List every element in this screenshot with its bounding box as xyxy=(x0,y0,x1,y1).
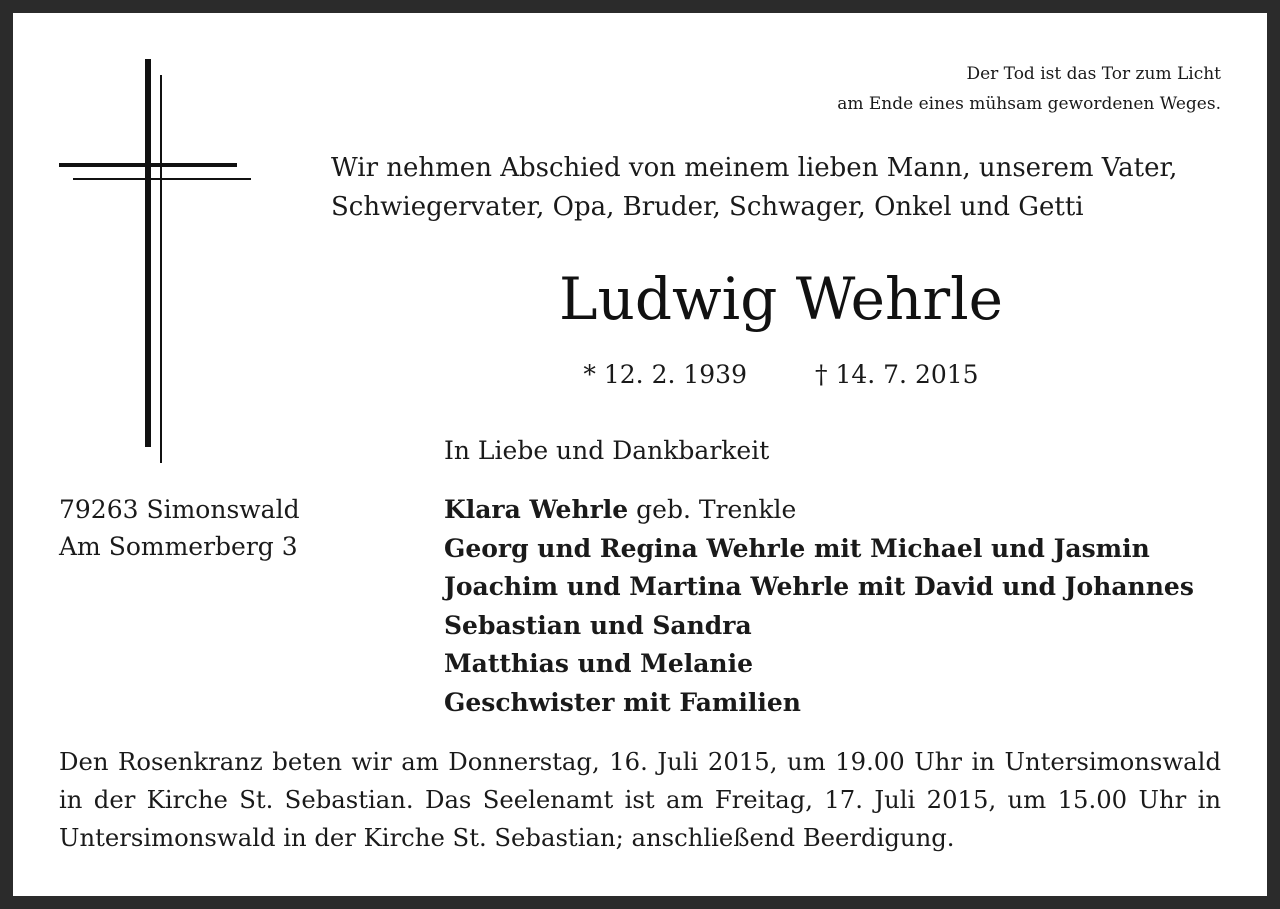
mourner-line: Joachim und Martina Wehrle mit David und Johannes xyxy=(444,572,1194,601)
mourner-line: Sebastian und Sandra xyxy=(444,610,752,640)
mourner-widow xyxy=(444,491,1194,530)
mourner-line: Matthias und Melanie xyxy=(444,649,754,678)
motto xyxy=(837,59,1221,119)
address-line: Am Sommerberg 3 xyxy=(59,532,298,561)
deceased-name: Ludwig Wehrle xyxy=(559,265,1003,333)
birth-date: * 12. 2. 1939 xyxy=(583,360,747,389)
motto-line: Der Tod ist das Tor zum Licht xyxy=(966,64,1221,84)
address xyxy=(59,491,300,565)
mourner-line: Georg und Regina Wehrle mit Michael und Jasmin xyxy=(444,533,1150,563)
funeral-details: Den Rosenkranz beten wir am Donnerstag, 16. Juli 2015, um 19.00 Uhr in Untersimonswald in der Kirche St. Sebastian. Das Seelenamt ist am Freitag, 17. Juli 2015, um 15.00 Uhr in Untersimonswald in der Kirche St. Sebastian; anschließend Beerdigung. xyxy=(59,747,1221,852)
widow-birthname: geb. Trenkle xyxy=(628,495,797,524)
love-and-gratitude: In Liebe und Dankbarkeit xyxy=(444,436,770,465)
obituary-card xyxy=(13,13,1267,896)
widow-name: Klara Wehrle xyxy=(444,495,629,524)
cross-icon xyxy=(59,59,255,479)
intro-line: Schwiegervater, Opa, Bruder, Schwager, Onkel und Getti xyxy=(331,192,1084,222)
mourners-list xyxy=(444,491,1194,722)
death-date: † 14. 7. 2015 xyxy=(815,360,979,389)
mourner-line: Geschwister mit Familien xyxy=(444,687,801,717)
farewell-intro xyxy=(331,149,1177,227)
life-dates xyxy=(331,355,1231,395)
intro-line: Wir nehmen Abschied von meinem lieben Mann, unserem Vater, xyxy=(331,153,1178,183)
motto-line: am Ende eines mühsam gewordenen Weges. xyxy=(837,94,1221,114)
address-line: 79263 Simonswald xyxy=(59,495,300,524)
